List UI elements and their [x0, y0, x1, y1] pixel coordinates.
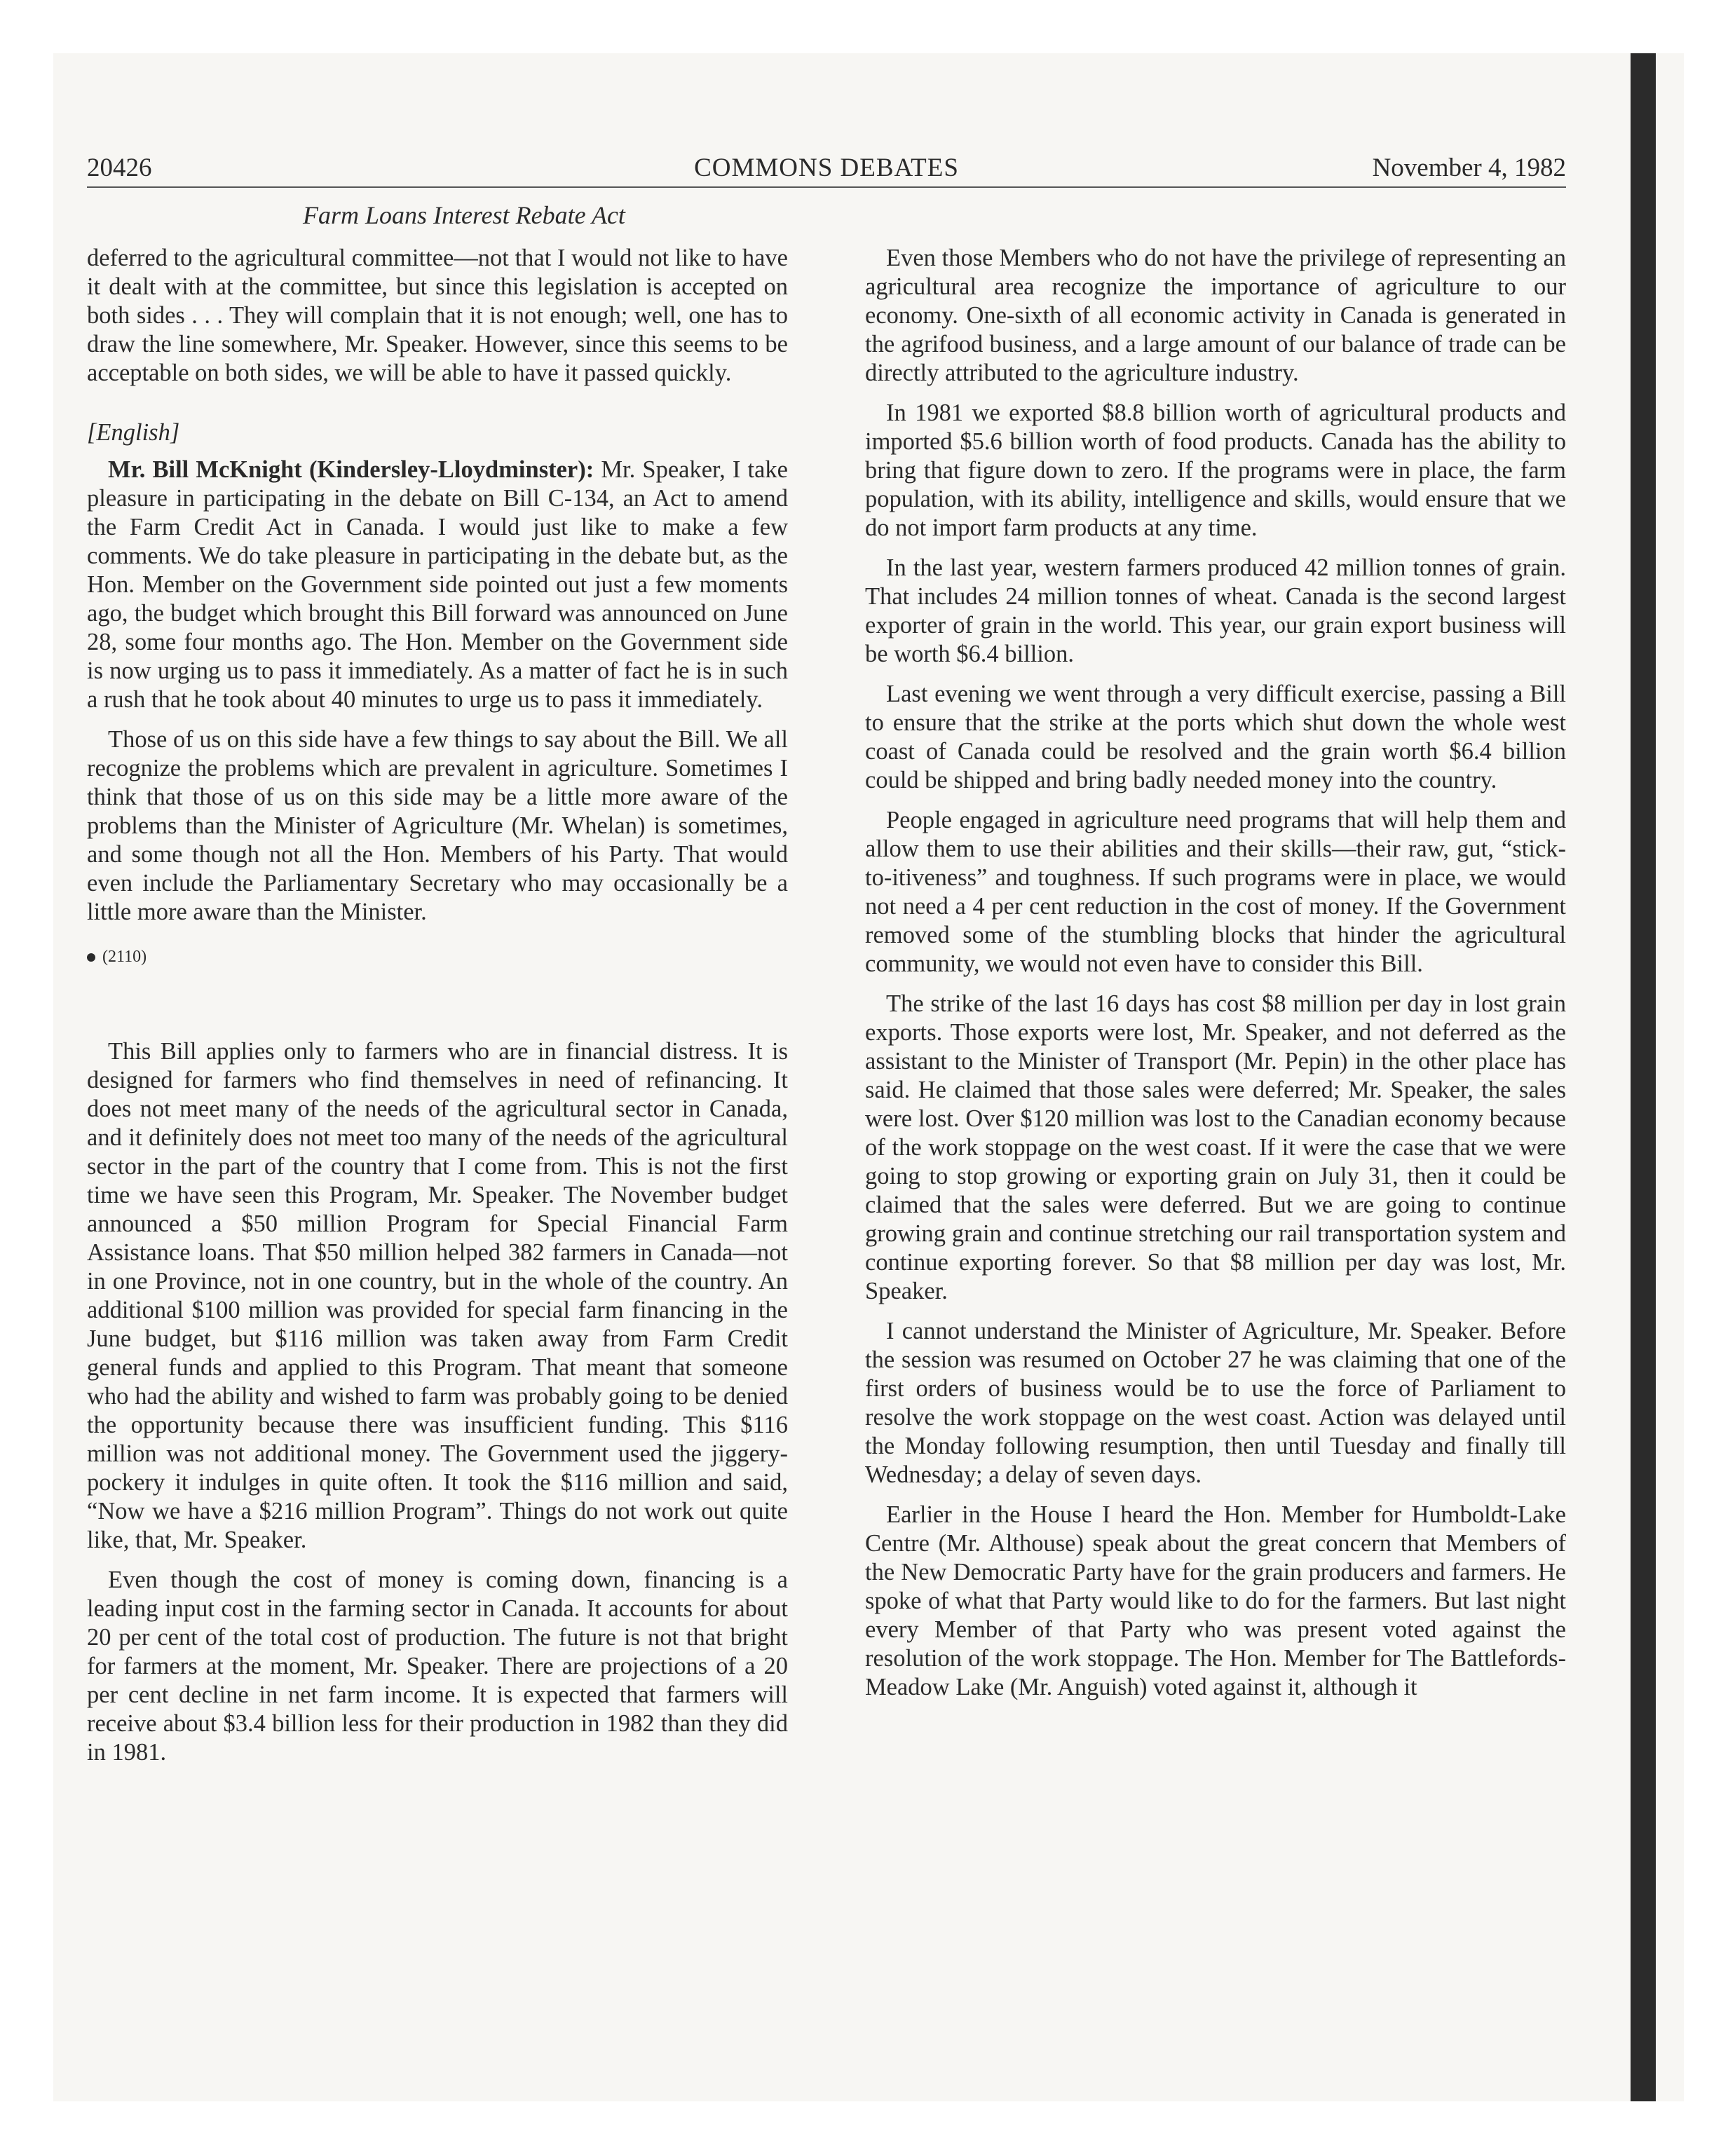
paragraph: Even those Members who do not have the privilege of representing an agricultural area recognize the importance of agriculture to our economy. One-sixth of all economic activity in Canada is generated in the agrifood business, and a large amount of our balance of trade can be directly attributed to the agriculture industry. [865, 245, 1566, 386]
time-marker-text: (2110) [102, 948, 147, 966]
paragraph: This Bill applies only to farmers who are in financial distress. It is designed for farmers who find themselves in need of refinancing. It does not meet many of the needs of the agricultural sector in Canada, and it definitely does not meet too many of the needs of the agricultural sector in the part of the country that I come from. This is not the first time we have seen this Program, Mr. Speaker. The November budget announced a $50 million Program for Special Financial Farm Assistance loans. That $50 million helped 382 farmers in Canada—not in one Province, not in one country, but in the whole of the country. An additional $100 million was provided for special farm financing in the June budget, but $116 million was taken away from Farm Credit general funds and applied to this Program. That meant that someone who had the ability and wished to farm was probably going to be denied the opportunity because there was insufficient funding. This $116 million was not additional money. The Government used the jiggery-pockery it indulges in quite often. It took the $116 million and said, “Now we have a $216 million Program”. Things do not work out quite like, that, Mr. Speaker. [87, 1038, 788, 1553]
time-marker [87, 946, 788, 967]
paragraph: deferred to the agricultural committee—not that I would not like to have it dealt with at the committee, but since this legislation is accepted on both sides . . . They will complain that it is not enough; well, one has to draw the line somewhere, Mr. Speaker. However, since this seems to be acceptable on both sides, we will be able to have it passed quickly. [87, 245, 788, 386]
paragraph: In the last year, western farmers produced 42 million tonnes of grain. That includes 24 million tonnes of wheat. Canada is the second largest exporter of grain in the world. This year, our grain export business will be worth $6.4 billion. [865, 554, 1566, 667]
scan-edge-shadow [1631, 53, 1656, 2101]
page-number: 20426 [87, 153, 152, 182]
speech-text: Mr. Speaker, I take pleasure in participating in the debate on Bill C-134, an Act to amend the Farm Credit Act in Canada. I would just like to make a few comments. We do take pleasure in participating in the debate but, as the Hon. Member on the Government side pointed out just a few moments ago, the budget which brought this Bill forward was announced on June 28, some four months ago. The Hon. Member on the Government side is now urging us to pass it immediately. As a matter of fact he is in such a rush that he took about 40 minutes to urge us to pass it immediately. [87, 456, 788, 713]
paragraph: Even though the cost of money is coming down, financing is a leading input cost in the farming sector in Canada. It accounts for about 20 per cent of the total cost of production. The future is not that bright for farmers at the moment, Mr. Speaker. There are projections of a 20 per cent decline in net farm income. It is expected that farmers will receive about $3.4 billion less for their production in 1982 than they did in 1981. [87, 1567, 788, 1766]
paragraph: I cannot understand the Minister of Agriculture, Mr. Speaker. Before the session was resumed on October 27 he was claiming that one of the first orders of business would be to use the force of Parliament to resolve the work stoppage on the west coast. Action was delayed until the Monday following resumption, then until Tuesday and finally till Wednesday; a delay of seven days. [865, 1318, 1566, 1488]
running-title: Farm Loans Interest Rebate Act [303, 201, 625, 229]
page-header [87, 153, 1566, 188]
speech-paragraph [87, 456, 788, 714]
paragraph: People engaged in agriculture need programs that will help them and allow them to use their abilities and their skills—their raw, gut, “stick-to-itiveness” and toughness. If such programs were in place, we would not need a 4 per cent reduction in the cost of money. If the Government removed some of the stumbling blocks that hinder the agricultural community, we would not even have to consider this Bill. [865, 807, 1566, 977]
speaker-name: Mr. Bill McKnight (Kindersley-Lloydminster): [108, 456, 594, 483]
paragraph: The strike of the last 16 days has cost $8 million per day in lost grain exports. Those exports were lost, Mr. Speaker, and not deferred as the assistant to the Minister of Transport (Mr. Pepin) in the other place has said. He claimed that those sales were deferred; Mr. Speaker, the sales were lost. Over $120 million was lost to the Canadian economy because of the work stoppage on the west coast. If it were the case that we were going to stop growing or exporting grain on July 31, then it could be claimed that the sales were deferred. But we are going to continue growing grain and continue stretching our rail transportation system and continue exporting forever. So that $8 million per day was lost, Mr. Speaker. [865, 990, 1566, 1304]
paragraph: In 1981 we exported $8.8 billion worth of agricultural products and imported $5.6 billion worth of food products. Canada has the ability to bring that figure down to zero. If the programs were in place, the farm population, with its ability, intelligence and skills, would ensure that we do not import farm products at any time. [865, 400, 1566, 541]
language-tag: [English] [87, 419, 180, 446]
bullet-icon [87, 953, 95, 962]
paragraph: Earlier in the House I heard the Hon. Member for Humboldt-Lake Centre (Mr. Althouse) speak about the great concern that Members of the New Democratic Party have for the grain producers and farmers. He spoke of what that Party would like to do for the farmers. But last night every Member of that Party who was present voted against the resolution of the work stoppage. The Hon. Member for The Battlefords-Meadow Lake (Mr. Anguish) voted against it, although it [865, 1501, 1566, 1700]
publication-title: COMMONS DEBATES [694, 153, 959, 182]
paragraph: Those of us on this side have a few things to say about the Bill. We all recognize the problems which are prevalent in agriculture. Sometimes I think that those of us on this side may be a little more aware of the problems than the Minister of Agriculture (Mr. Whelan) is sometimes, and some though not all the Hon. Members of his Party. That would even include the Parliamentary Secretary who may occasionally be a little more aware than the Minister. [87, 726, 788, 925]
publication-date: November 4, 1982 [1372, 153, 1566, 182]
right-column [865, 244, 1566, 1702]
paragraph: Last evening we went through a very difficult exercise, passing a Bill to ensure that the strike at the ports which shut down the whole west coast of Canada could be resolved and the grain worth $6.4 billion could be shipped and bring badly needed money into the country. [865, 681, 1566, 793]
left-column [87, 244, 788, 1767]
